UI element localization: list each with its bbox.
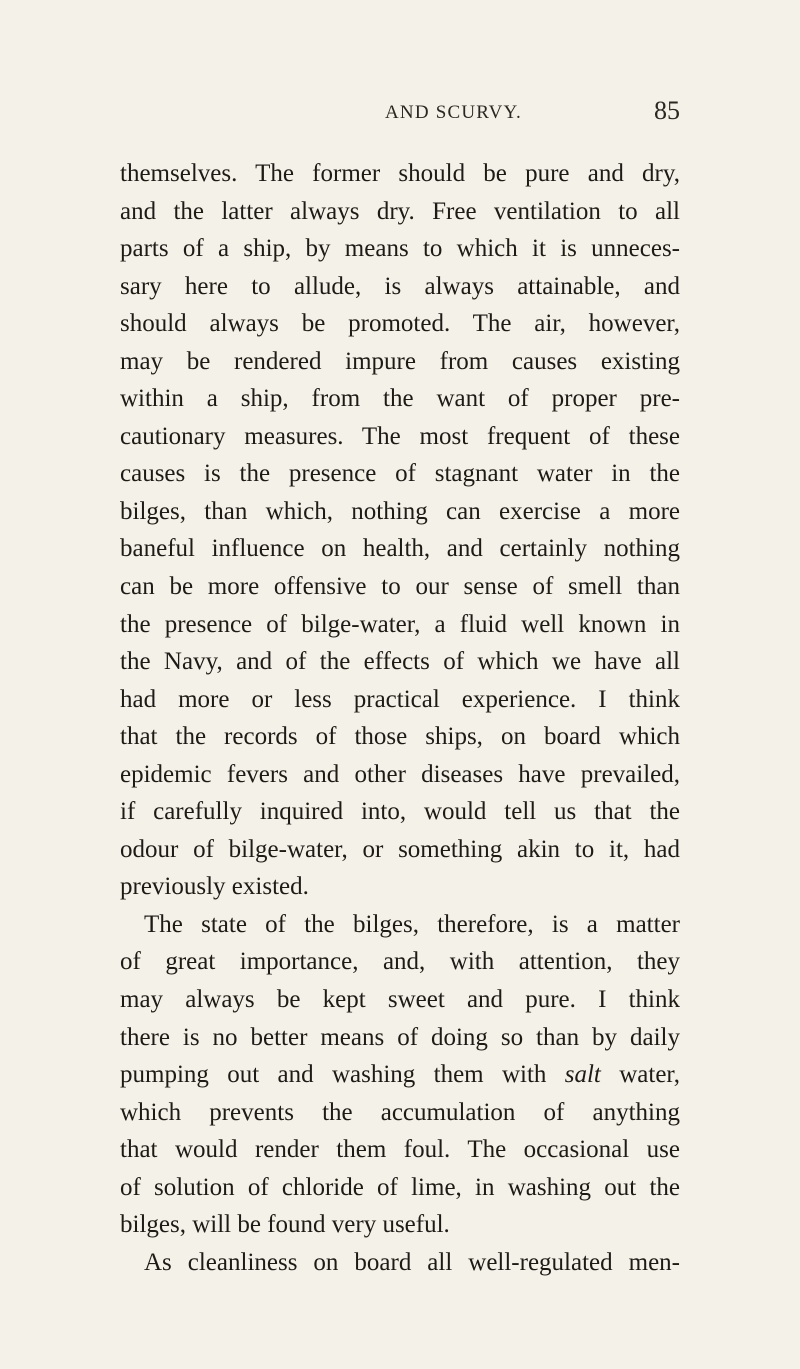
text-line: can be more offensive to our sense of smell than: [120, 573, 680, 601]
italic-word: salt: [564, 1061, 601, 1089]
page-number: 85: [654, 96, 680, 125]
text-line: causes is the presence of stagnant water in the: [120, 460, 680, 488]
text-line: which prevents the accumulation of anything: [120, 1098, 680, 1126]
text-line: and the latter always dry. Free ventilation to all: [120, 197, 680, 225]
text-line: of great importance, and, with attention, they: [120, 948, 680, 976]
text-line: if carefully inquired into, would tell us that the: [120, 798, 680, 826]
body-text: [120, 155, 680, 1281]
text-line: that would render them foul. The occasional use: [120, 1136, 680, 1164]
running-head: [120, 96, 680, 132]
text-line: within a ship, from the want of proper pre-: [120, 385, 680, 413]
text-line: parts of a ship, by means to which it is unneces-: [120, 235, 680, 263]
text-line: had more or less practical experience. I think: [120, 685, 680, 713]
text-segment: water,: [619, 1061, 680, 1089]
text-line: bilges, than which, nothing can exercise a more: [120, 497, 680, 525]
text-line: of solution of chloride of lime, in washing out the: [120, 1173, 680, 1201]
text-line: the presence of bilge-water, a fluid well known in: [120, 610, 680, 638]
text-line: As cleanliness on board all well-regulated men-: [144, 1248, 680, 1276]
text-line: The state of the bilges, therefore, is a matter: [144, 910, 680, 938]
text-line-with-italic: [120, 1056, 680, 1094]
text-line: cautionary measures. The most frequent of these: [120, 422, 680, 450]
text-line: bilges, will be found very useful.: [120, 1211, 450, 1239]
text-line: should always be promoted. The air, however,: [120, 310, 680, 338]
text-segment: pumping out and washing them with: [120, 1061, 547, 1089]
text-line: sary here to allude, is always attainable, and: [120, 272, 680, 300]
text-line: the Navy, and of the effects of which we have all: [120, 648, 680, 676]
text-line: that the records of those ships, on board which: [120, 723, 680, 751]
running-title: AND SCURVY.: [385, 102, 522, 123]
text-line: themselves. The former should be pure and dry,: [120, 160, 680, 187]
text-line: previously existed.: [120, 873, 309, 901]
text-line: may always be kept sweet and pure. I think: [120, 986, 680, 1014]
text-line: epidemic fevers and other diseases have prevailed,: [120, 760, 680, 788]
text-line: may be rendered impure from causes existing: [120, 347, 680, 375]
text-line: odour of bilge-water, or something akin to it, had: [120, 835, 680, 863]
text-line: baneful influence on health, and certainly nothing: [120, 535, 680, 563]
text-line: there is no better means of doing so than by daily: [120, 1023, 680, 1051]
